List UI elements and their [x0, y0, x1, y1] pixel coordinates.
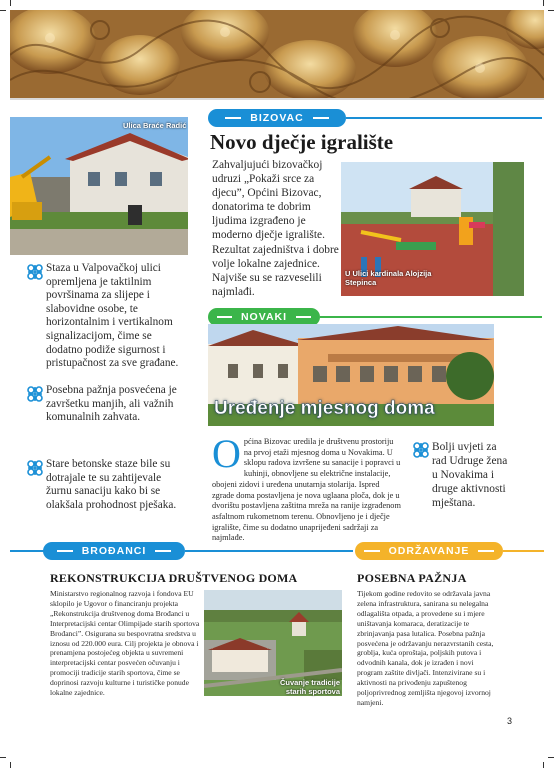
tag-label: NOVAKI [240, 311, 288, 323]
knot-ornament-icon [412, 441, 430, 459]
bullet-text: Staza u Valpovačkoj ulici opremljena je taktilnim površinama za slijepe i slabovidne osobe, te horizontalnim i vertikalnom signalizacijom, čime se dodatno podiže sigurnost i pristupačnost za sve građane. [46, 262, 179, 370]
bullet-item [26, 262, 188, 371]
brodanci-photo-caption: Čuvanje tradicije starih sportova [279, 678, 340, 696]
section-tag-bizovac [208, 109, 346, 127]
section-rule [320, 316, 542, 318]
brodanci-title: REKONSTRUKCIJA DRUŠTVENOG DOMA [50, 571, 298, 585]
crop-mark [10, 0, 11, 6]
dropcap: O [212, 431, 241, 476]
street-works-photo [10, 117, 188, 255]
bizovac-title: Novo dječje igralište [210, 130, 394, 154]
bizovac-body: Zahvaljujući bizovačkoj udruzi „Pokaži srce za djecu”, Općini Bizovac, donatorima te dobrim ljudima izgrađeno je moderno dječje igralište. Rezultat zajedništva i dobre volje lokalne zajednice. Najviše su se razveselili najmlađi. [212, 159, 339, 298]
crop-mark [0, 757, 6, 758]
knot-ornament-icon [26, 385, 44, 403]
brodanci-body: Ministarstvo regionalnog razvoja i fondova EU sklopilo je Ugovor o financiranju projekta „Rekonstrukcija društvenog doma Brođanci u Interpretacijski centar Olimpijade starih sportova Brođanci”. Osigurana su bespovratna sredstva u iznosu od 220.000 eura. Cilj projekta je obnova i prenamjena postojećeg objekta u suvremeni interpretacijski centar posvećen očuvanju i promociji tradicije starih sportova, čime se doprinosi razvoju kulturne i turističke ponude lokalne zajednice. [50, 589, 200, 698]
header-embroidery-band [10, 10, 544, 98]
odrzavanje-title: POSEBNA PAŽNJA [357, 571, 467, 585]
bullet-item [26, 384, 188, 425]
street-photo-caption: Ulica Braće Radić [123, 121, 187, 130]
tag-label: ODRŽAVANJE [388, 545, 470, 557]
section-tag-brodanci [43, 542, 185, 560]
bullet-item [26, 458, 188, 512]
crop-mark [543, 762, 544, 768]
novaki-photo-title: Uređenje mjesnog doma [214, 398, 435, 419]
tag-label: BIZOVAC [250, 112, 304, 124]
crop-mark [543, 0, 544, 6]
knot-ornament-icon [26, 459, 44, 477]
section-rule [503, 550, 544, 552]
crop-mark [10, 762, 11, 768]
odrzavanje-body: Tijekom godine redovito se održavala javna zelena infrastruktura, sanirana su nelegalna odlagališta otpada, a provedene su i mjere uništavanja komaraca, deratizacije te zbrinjavanja pasa lutalica. Posebna pažnja posvećena je održavanju nerazvrstanih cesta, groblja, kuća oproštaja, poljskih putova i odvodnih kanala, dok je izrađen i novi program zaštite divljači. Intenzivirane su i aktivnosti na privođenju zapuštenog poljoprivrednog zemljišta njegovoj izvornoj namjeni. [357, 589, 494, 707]
playground-photo-caption: U Ulici kardinala Alojzija Stepinca [345, 269, 432, 287]
tag-label: BROĐANCI [81, 545, 147, 557]
header-divider [10, 98, 544, 100]
knot-ornament-icon [26, 263, 44, 281]
bullet-item [412, 440, 508, 510]
bullet-text: Bolji uvjeti za rad Udruge žena u Novakima i druge aktivnosti mještana. [432, 441, 508, 509]
crop-mark [548, 757, 554, 758]
page-number: 3 [506, 716, 512, 726]
novaki-body-text: pćina Bizovac uredila je društvenu prostoriju na prvoj etaži mjesnog doma u Novakima. U sklopu radova izvršene su sanacije i popravci u kuhinji, obnovljene su električne instalacije, obojeni zidovi i uređena unutarnja stolarija. Ispred zgrade doma postavljena je nova uglaana ploča, dok je u dvorištu postavljena zaštitna mreža na ranije izgrađenom asfaltnom rukometnom terenu. Obnovljeno je i dječje igralište, čime su dodatno unaprijeđeni sadržaji za najmlađe. [212, 437, 401, 543]
bullet-text: Stare betonske staze bile su dotrajale te su zahtijevale žurnu sanaciju kako bi se olakšala prohodnost pješaka. [46, 458, 177, 511]
section-tag-odrzavanje [355, 542, 503, 560]
crop-mark [548, 10, 554, 11]
playground-photo-edge [493, 162, 524, 296]
section-rule [346, 117, 542, 119]
crop-mark [0, 10, 6, 11]
bullet-text: Posebna pažnja posvećena je završetku manjih, ali važnih komunalnih zahvata. [46, 384, 177, 424]
section-rule [185, 550, 353, 552]
novaki-body [212, 431, 402, 544]
